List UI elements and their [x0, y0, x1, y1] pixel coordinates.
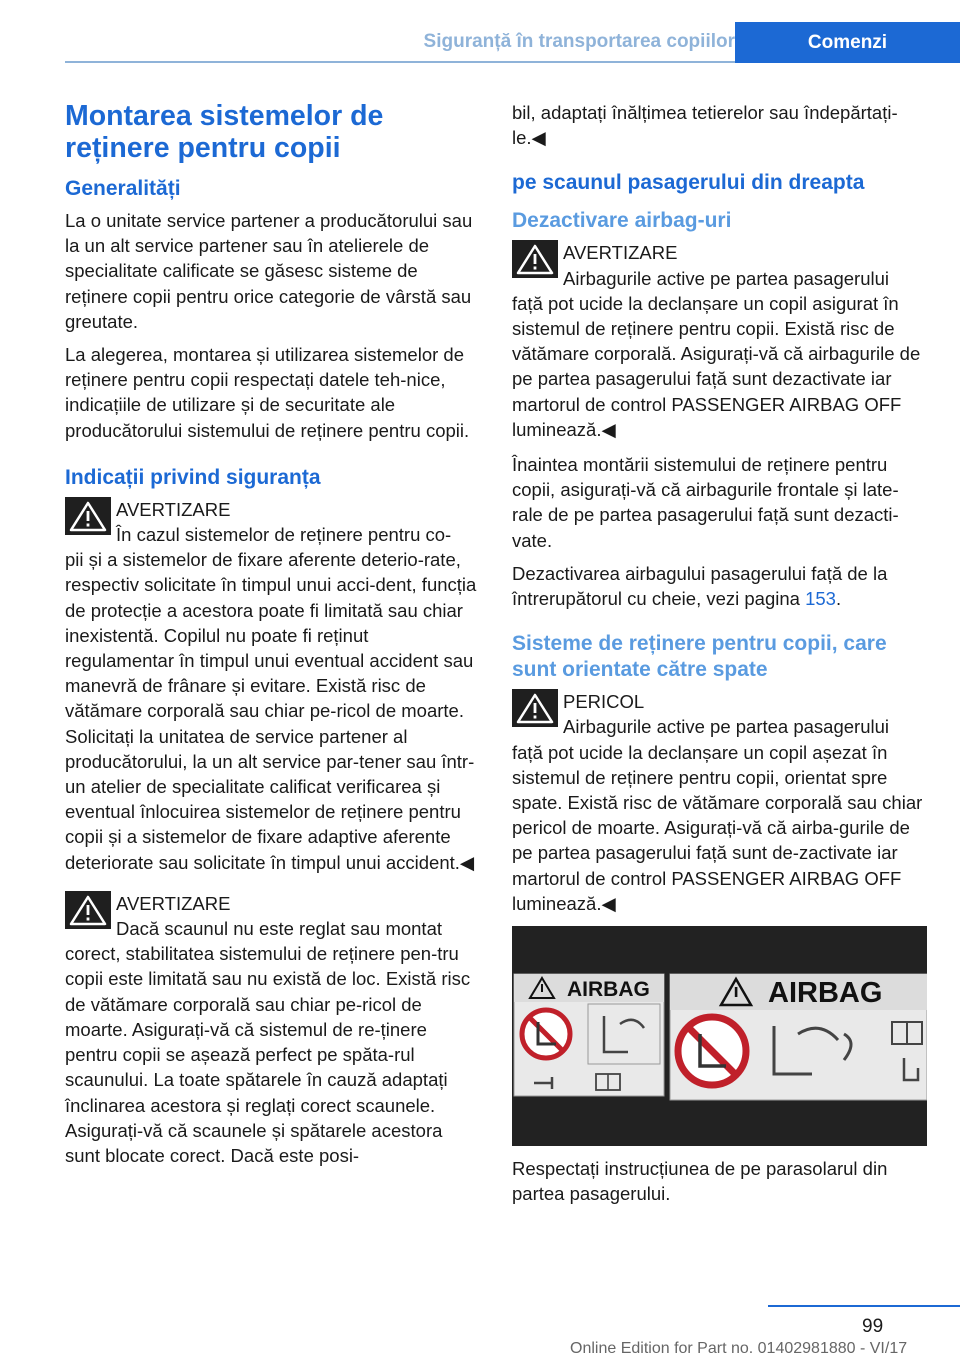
warning-text: față pot ucide la declanșare un copil așezat în sistemul de reținere pentru copii, orientat spre spate. Există risc de vătămare corporală sau chiar pericol de moarte. Asigurați‐vă că airba‐gurile de pe partea pasagerului față sunt de‐zactivate iar martorul de control PASSENGER AIRBAG OFF luminează.◀	[512, 741, 923, 914]
edition-text: Online Edition for Part no. 01402981880 - VI/17	[570, 1340, 908, 1357]
figure-caption: Respectați instrucțiunea de pe parasolarul din partea pasagerului.	[512, 1158, 888, 1205]
warning-title: AVERTIZARE	[116, 498, 231, 520]
warning-text: corect, stabilitatea sistemului de reținere pen‐tru copii este limitată sau nu există de loc. Există risc de vătămare corporală sau chiar pe‐ricol de moarte. Asigurați‐vă că sistemul de re‐ținere pentru copii se așează perfect pe spăta‐rul scaunului. La toate spătarele în cauză adaptați înclinarea acestora și reglați corect scaunele. Asigurați‐vă că scaunele și spătarele acestora sunt blocate corect. Dacă este posi‐	[65, 943, 471, 1166]
heading-front-seat: pe scaunul pasagerului din dreapta	[512, 171, 865, 195]
paragraph: Înaintea montării sistemului de reținere pentru copii, asigurați‐vă că airbagurile frontale și late‐rale de pe partea pasagerului față sunt dezacti‐vate.	[512, 454, 899, 551]
warning-icon	[512, 240, 558, 278]
paragraph-end: .	[835, 588, 842, 610]
warning-text: pii și a sistemelor de fixare aferente deterio‐rate, respectiv solicitate în timpul unui acci‐dent, funcția de protecție a acestora poate fi limitată sau chiar inexistentă. Copilul nu poate fi reținut regulamentar în timpul unui eventual accident sau manevră de frânare și evitare. Există risc de vătămare corporală sau chiar pe‐ricol de moarte. Solicitați la unitatea de service partener al producătorului, la un alt service par‐tener sau într‐un atelier de specialitate calificat verificarea și eventual înlocuirea sistemelor de reținere pentru copii și a sistemelor de fixare adaptive aferente deteriorate sau solicitate în timpul unui accident.◀	[65, 549, 477, 873]
warning-lead: În cazul sistemelor de reținere pentru co‐	[116, 524, 452, 546]
airbag-label-large-text: AIRBAG	[768, 977, 883, 1010]
left-column	[65, 100, 480, 1178]
warning-lead: Dacă scaunul nu este reglat sau montat	[116, 918, 442, 940]
warning-block	[512, 240, 927, 442]
warning-icon	[512, 689, 558, 727]
warning-icon	[65, 497, 111, 535]
section-title: Siguranță în transportarea copiilor	[423, 31, 735, 52]
warning-title: AVERTIZARE	[116, 892, 231, 914]
heading-rear-facing: Sisteme de reținere pentru copii, care sunt orientate către spate	[512, 632, 887, 682]
footer-rule	[768, 1305, 960, 1307]
heading-safety: Indicații privind siguranța	[65, 465, 321, 489]
header-rule	[65, 61, 735, 63]
warning-block	[65, 497, 480, 875]
paragraph	[512, 561, 927, 611]
paragraph-text: Dezactivarea airbagului pasagerului față de la întrerupătorul cu cheie, vezi pagina	[512, 562, 888, 610]
warning-title: AVERTIZARE	[563, 242, 678, 264]
page-header	[65, 22, 960, 63]
airbag-label-illustration	[512, 926, 927, 1146]
heading-deactivate-airbags: Dezactivare airbag‐uri	[512, 209, 732, 233]
paragraph: La alegerea, montarea și utilizarea sistemelor de reținere pentru copii respectați datele teh‐nice, indicațiile de utilizare și de securitate ale producătorului sistemului de reținere pentru copii.	[65, 344, 470, 441]
warning-icon	[65, 891, 111, 929]
airbag-label-figure	[512, 926, 927, 1146]
warning-block	[512, 689, 927, 916]
warning-block	[65, 891, 480, 1168]
chapter-tab[interactable]: Comenzi	[735, 22, 960, 63]
warning-lead: Airbagurile active pe partea pasagerului	[563, 267, 890, 289]
airbag-label-small-text: AIRBAG	[567, 978, 650, 1002]
paragraph-continuation: bil, adaptați înălțimea tetierelor sau îndepărtați‐le.◀	[512, 102, 898, 149]
page-number: 99	[862, 1316, 884, 1337]
page-reference-link[interactable]: 153	[805, 588, 836, 610]
paragraph: La o unitate service partener a producătorului sau la un alt service partener sau în atelierele de specialitate calificate se găsesc sisteme de reținere copii pentru orice categorie de vârstă sau greutate.	[65, 210, 473, 332]
warning-lead: Airbagurile active pe partea pasagerului	[563, 716, 890, 738]
warning-text: față pot ucide la declanșare un copil asigurat în sistemul de reținere pentru copii. Există risc de vătămare corporală. Asigurați‐vă că airbagurile de pe partea pasagerului față sunt dezactivate iar martorul de control PASSENGER AIRBAG OFF luminează.◀	[512, 292, 921, 440]
right-column	[512, 100, 927, 1214]
heading-general: Generalități	[65, 177, 181, 200]
warning-title: PERICOL	[563, 691, 645, 713]
page-title: Montarea sistemelor de reținere pentru copii	[65, 100, 384, 164]
